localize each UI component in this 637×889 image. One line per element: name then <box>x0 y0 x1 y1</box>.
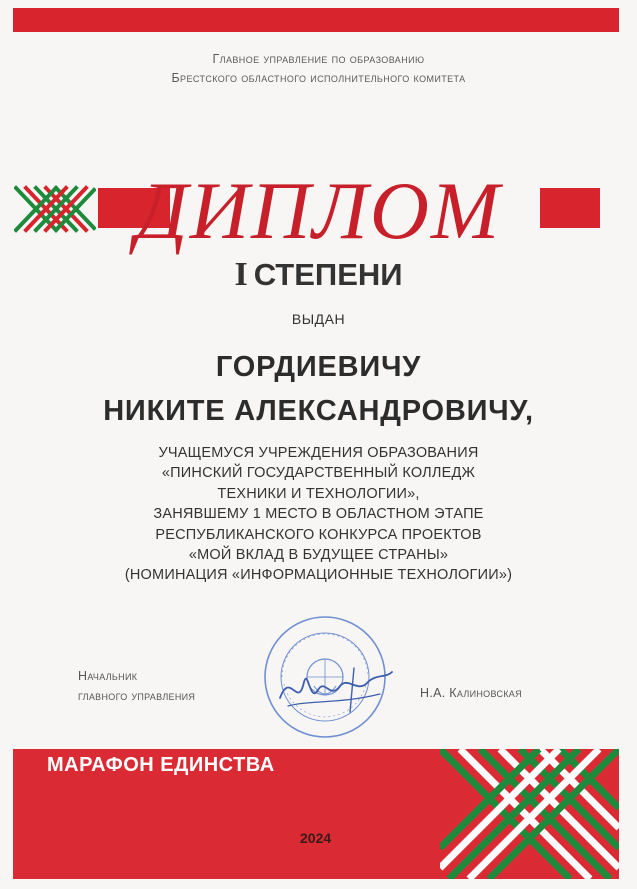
award-line: РЕСПУБЛИКАНСКОГО КОНКУРСА ПРОЕКТОВ <box>155 526 482 543</box>
signer-position <box>78 666 195 706</box>
footer-ornament-icon <box>440 749 619 879</box>
issuer-line-1: Главное управление по образованию <box>212 52 425 66</box>
award-line: ЗАНЯВШЕМУ 1 МЕСТО В ОБЛАСТНОМ ЭТАПЕ <box>153 506 484 523</box>
signer-name: Н.А. Калиновская <box>420 686 522 700</box>
award-line: УЧАЩЕМУСЯ УЧРЕЖДЕНИЯ ОБРАЗОВАНИЯ <box>158 445 479 461</box>
degree-roman: I <box>234 256 248 293</box>
top-red-bar <box>13 8 619 32</box>
signer-position-line-1: Начальник <box>78 669 138 683</box>
recipient-name <box>0 345 637 433</box>
diploma-title: ДИПЛОМ <box>135 165 502 256</box>
issuer-header <box>0 50 637 88</box>
degree-word: СТЕПЕНИ <box>253 257 403 292</box>
degree-heading <box>0 255 637 295</box>
signer-position-line-2: главного управления <box>78 689 196 703</box>
recipient-surname: ГОРДИЕВИЧУ <box>215 351 422 383</box>
award-line: (НОМИНАЦИЯ «ИНФОРМАЦИОННЫЕ ТЕХНОЛОГИИ») <box>124 567 513 584</box>
award-line: ТЕХНИКИ И ТЕХНОЛОГИИ», <box>217 485 420 502</box>
handwritten-signature-icon <box>270 660 400 720</box>
award-text <box>0 443 637 586</box>
award-line: «МОЙ ВКЛАД В БУДУЩЕЕ СТРАНЫ» <box>188 547 449 564</box>
footer-year: 2024 <box>300 830 332 846</box>
recipient-given-names: НИКИТЕ АЛЕКСАНДРОВИЧУ, <box>103 395 534 427</box>
award-line: «ПИНСКИЙ ГОСУДАРСТВЕННЫЙ КОЛЛЕДЖ <box>161 465 476 482</box>
footer-slogan: МАРАФОН ЕДИНСТВА <box>47 754 275 776</box>
issuer-line-2: Брестского областного исполнительного комитета <box>171 71 466 85</box>
issued-label: ВЫДАН <box>291 311 346 327</box>
